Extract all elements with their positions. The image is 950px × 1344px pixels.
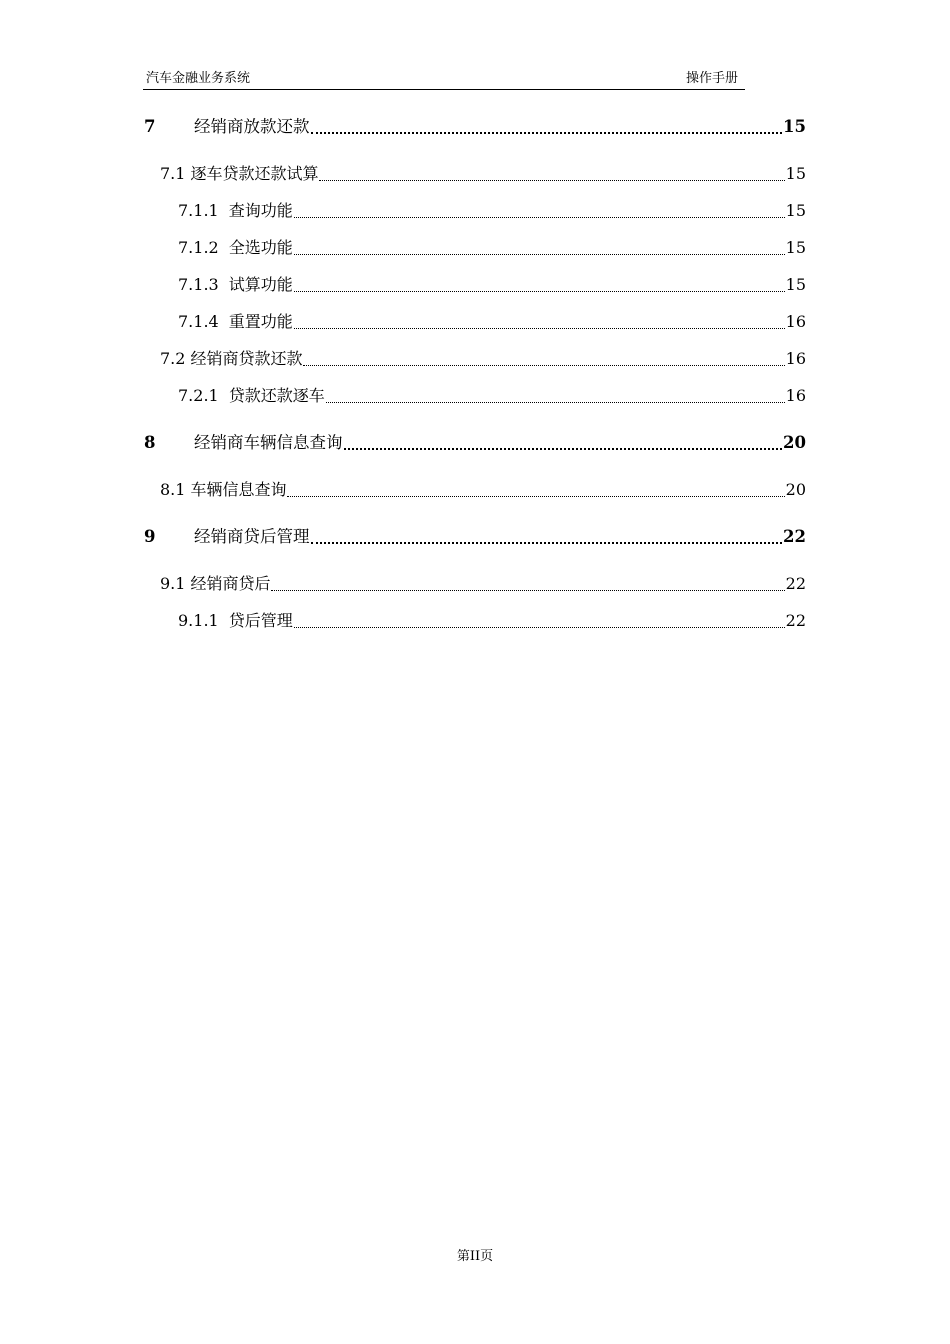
toc-entry-page: 20: [785, 480, 806, 499]
toc-entry-number: 7.2.1: [178, 386, 219, 405]
toc-dot-leader: [287, 478, 784, 502]
page-footer: [0, 1249, 950, 1265]
header-document-title: 汽车金融业务系统: [146, 71, 251, 86]
toc-entry-number: 7.1: [160, 164, 186, 183]
toc-dot-leader: [294, 236, 785, 260]
toc-dot-leader: [294, 199, 785, 223]
toc-entry-page: 15: [785, 201, 806, 220]
toc-entry-7-2-1[interactable]: [178, 384, 806, 408]
toc-entry-number: 8.1: [160, 480, 186, 499]
toc-entry-title: 全选功能: [228, 238, 293, 257]
toc-entry-page: 16: [785, 386, 806, 405]
toc-entry-page: 22: [785, 611, 806, 630]
toc-entry-number: 7.1.1: [178, 201, 219, 220]
toc-entry-7-1-1[interactable]: [178, 199, 806, 223]
toc-dot-leader: [271, 572, 784, 596]
toc-entry-page: 15: [785, 164, 806, 183]
toc-entry-title: 贷后管理: [228, 611, 293, 630]
toc-entry-title: 经销商车辆信息查询: [194, 433, 343, 452]
page-number-label: 第II页: [456, 1249, 494, 1264]
toc-entry-9-1[interactable]: [160, 572, 806, 596]
toc-entry-number: 7.1.2: [178, 238, 219, 257]
toc-entry-title: 试算功能: [228, 275, 293, 294]
toc-entry-7[interactable]: [144, 115, 806, 139]
toc-dot-leader: [294, 273, 785, 297]
toc-entry-page: 22: [785, 574, 806, 593]
header-manual-label: 操作手册: [685, 71, 738, 86]
toc-entry-number: 7: [144, 117, 156, 136]
toc-entry-8-1[interactable]: [160, 478, 806, 502]
toc-entry-title: 重置功能: [228, 312, 293, 331]
toc-entry-title: 经销商贷款还款: [190, 349, 303, 368]
toc-dot-leader: [326, 384, 785, 408]
toc-entry-page: 16: [785, 312, 806, 331]
toc-entry-page: 15: [783, 117, 806, 136]
toc-entry-number: 9: [144, 527, 156, 546]
toc-entry-title: 逐车贷款还款试算: [190, 164, 319, 183]
toc-dot-leader: [303, 347, 784, 371]
toc-entry-page: 22: [783, 527, 806, 546]
toc-entry-title: 车辆信息查询: [190, 480, 287, 499]
toc-entry-7-1-2[interactable]: [178, 236, 806, 260]
toc-entry-7-1[interactable]: [160, 162, 806, 186]
toc-entry-title: 经销商贷后管理: [194, 527, 310, 546]
toc-dot-leader: [319, 162, 784, 186]
toc-entry-page: 15: [785, 275, 806, 294]
toc-entry-number: 9.1.1: [178, 611, 219, 630]
toc-entry-9[interactable]: [144, 525, 806, 549]
toc-entry-number: 9.1: [160, 574, 186, 593]
toc-entry-number: 7.1.3: [178, 275, 219, 294]
toc-entry-page: 20: [783, 433, 806, 452]
toc-dot-leader: [294, 609, 785, 633]
toc-dot-leader: [311, 525, 783, 549]
toc-entry-number: 7.2: [160, 349, 186, 368]
toc-dot-leader: [311, 115, 783, 139]
toc-entry-7-1-3[interactable]: [178, 273, 806, 297]
toc-dot-leader: [294, 310, 785, 334]
toc-entry-title: 贷款还款逐车: [228, 386, 325, 405]
toc-entry-8[interactable]: [144, 431, 806, 455]
toc-entry-title: 经销商放款还款: [194, 117, 310, 136]
toc-entry-7-1-4[interactable]: [178, 310, 806, 334]
toc-dot-leader: [344, 431, 783, 455]
toc-entry-number: 8: [144, 433, 156, 452]
page-header: [143, 70, 745, 90]
toc-entry-title: 查询功能: [228, 201, 293, 220]
toc-entry-title: 经销商贷后: [190, 574, 271, 593]
toc-entry-7-2[interactable]: [160, 347, 806, 371]
toc-entry-number: 7.1.4: [178, 312, 219, 331]
toc-entry-page: 16: [785, 349, 806, 368]
toc-entry-page: 15: [785, 238, 806, 257]
toc-entry-9-1-1[interactable]: [178, 609, 806, 633]
